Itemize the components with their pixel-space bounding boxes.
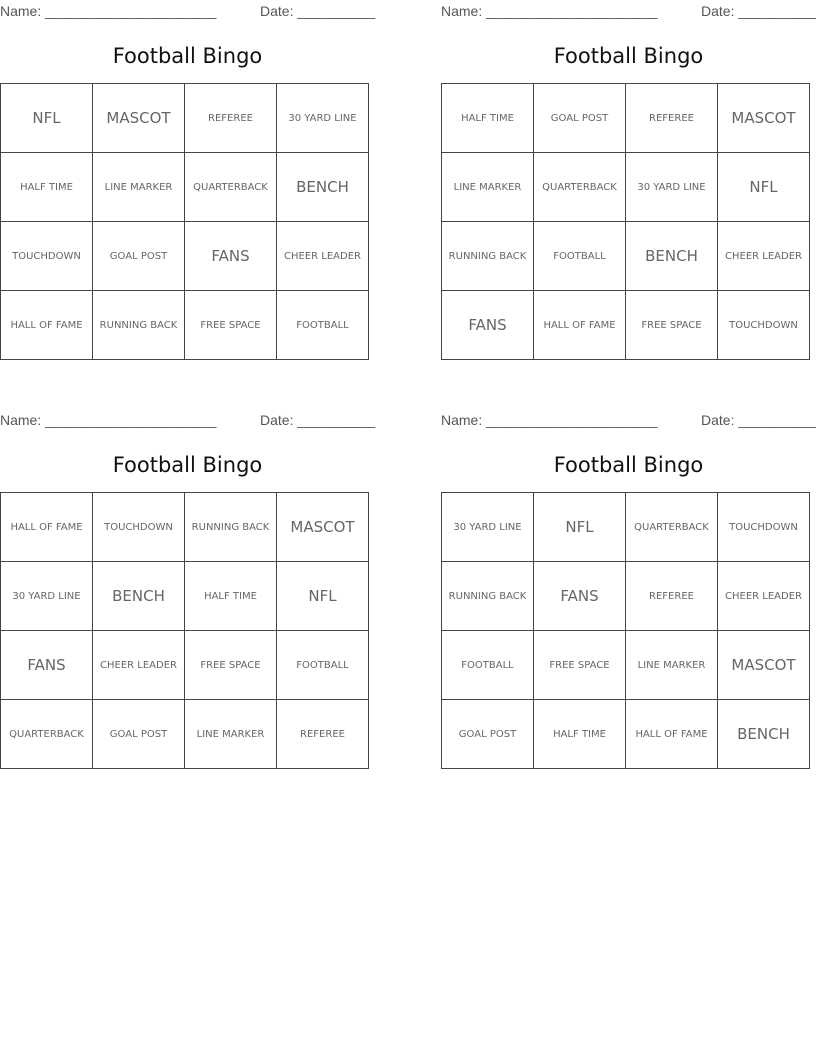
grid-row xyxy=(442,84,810,153)
bingo-cell: BENCH xyxy=(718,700,810,769)
grid-row xyxy=(442,562,810,631)
bingo-cell: FREE SPACE xyxy=(185,291,277,360)
date-field[interactable]: Date: __________ xyxy=(701,412,816,428)
bingo-cell: FOOTBALL xyxy=(277,291,369,360)
bingo-cell: TOUCHDOWN xyxy=(718,291,810,360)
grid-row xyxy=(442,700,810,769)
bingo-cell: FREE SPACE xyxy=(185,631,277,700)
grid-row xyxy=(442,222,810,291)
bingo-cell: LINE MARKER xyxy=(442,153,534,222)
card-title: Football Bingo xyxy=(553,44,704,68)
bingo-cell: CHEER LEADER xyxy=(718,562,810,631)
bingo-cell: RUNNING BACK xyxy=(93,291,185,360)
grid-row xyxy=(442,493,810,562)
bingo-cell: MASCOT xyxy=(718,84,810,153)
bingo-cell: BENCH xyxy=(626,222,718,291)
bingo-cell: TOUCHDOWN xyxy=(718,493,810,562)
bingo-cell: 30 YARD LINE xyxy=(626,153,718,222)
grid-row xyxy=(1,700,369,769)
bingo-cell: REFEREE xyxy=(277,700,369,769)
grid-row xyxy=(442,631,810,700)
bingo-cell: GOAL POST xyxy=(93,700,185,769)
bingo-cell: BENCH xyxy=(93,562,185,631)
bingo-cell: FANS xyxy=(185,222,277,291)
bingo-cell: FANS xyxy=(1,631,93,700)
bingo-cell: HALL OF FAME xyxy=(1,493,93,562)
name-field[interactable]: Name: ______________________ xyxy=(0,412,217,428)
bingo-grid xyxy=(441,492,810,769)
bingo-cell: QUARTERBACK xyxy=(1,700,93,769)
bingo-cell: TOUCHDOWN xyxy=(1,222,93,291)
bingo-cell: 30 YARD LINE xyxy=(277,84,369,153)
bingo-cell: REFEREE xyxy=(626,562,718,631)
bingo-cell: FOOTBALL xyxy=(442,631,534,700)
bingo-cell: HALF TIME xyxy=(185,562,277,631)
bingo-cell: CHEER LEADER xyxy=(277,222,369,291)
bingo-cell: REFEREE xyxy=(626,84,718,153)
bingo-cell: FANS xyxy=(534,562,626,631)
bingo-cell: CHEER LEADER xyxy=(718,222,810,291)
date-field[interactable]: Date: __________ xyxy=(701,3,816,19)
card-title: Football Bingo xyxy=(553,453,704,477)
bingo-cell: HALL OF FAME xyxy=(1,291,93,360)
bingo-cell: LINE MARKER xyxy=(185,700,277,769)
bingo-cell: TOUCHDOWN xyxy=(93,493,185,562)
grid-row xyxy=(1,291,369,360)
bingo-cell: FOOTBALL xyxy=(277,631,369,700)
grid-row xyxy=(1,631,369,700)
date-field[interactable]: Date: __________ xyxy=(260,412,376,428)
grid-row xyxy=(442,153,810,222)
bingo-cell: NFL xyxy=(1,84,93,153)
grid-row xyxy=(1,562,369,631)
bingo-grid xyxy=(441,83,810,360)
bingo-cell: MASCOT xyxy=(277,493,369,562)
bingo-cell: GOAL POST xyxy=(534,84,626,153)
bingo-cell: GOAL POST xyxy=(93,222,185,291)
grid-row xyxy=(1,222,369,291)
bingo-cell: NFL xyxy=(534,493,626,562)
bingo-cell: HALL OF FAME xyxy=(534,291,626,360)
grid-row xyxy=(1,153,369,222)
grid-row xyxy=(1,493,369,562)
card-title: Football Bingo xyxy=(112,44,263,68)
bingo-cell: HALL OF FAME xyxy=(626,700,718,769)
bingo-cell: RUNNING BACK xyxy=(185,493,277,562)
bingo-cell: LINE MARKER xyxy=(626,631,718,700)
bingo-cell: FREE SPACE xyxy=(626,291,718,360)
bingo-cell: 30 YARD LINE xyxy=(1,562,93,631)
bingo-card-1 xyxy=(0,0,375,365)
bingo-cell: QUARTERBACK xyxy=(626,493,718,562)
bingo-cell: HALF TIME xyxy=(442,84,534,153)
name-field[interactable]: Name: ______________________ xyxy=(0,3,217,19)
bingo-cell: BENCH xyxy=(277,153,369,222)
bingo-card-4 xyxy=(441,409,816,774)
grid-row xyxy=(1,84,369,153)
bingo-cell: REFEREE xyxy=(185,84,277,153)
bingo-cell: NFL xyxy=(277,562,369,631)
bingo-cell: FOOTBALL xyxy=(534,222,626,291)
date-field[interactable]: Date: __________ xyxy=(260,3,376,19)
bingo-cell: RUNNING BACK xyxy=(442,222,534,291)
name-field[interactable]: Name: ______________________ xyxy=(441,3,658,19)
bingo-cell: HALF TIME xyxy=(1,153,93,222)
bingo-cell: HALF TIME xyxy=(534,700,626,769)
card-title: Football Bingo xyxy=(112,453,263,477)
bingo-cell: QUARTERBACK xyxy=(185,153,277,222)
bingo-cell: GOAL POST xyxy=(442,700,534,769)
bingo-cell: LINE MARKER xyxy=(93,153,185,222)
bingo-card-3 xyxy=(0,409,375,774)
bingo-cell: QUARTERBACK xyxy=(534,153,626,222)
bingo-cell: 30 YARD LINE xyxy=(442,493,534,562)
grid-row xyxy=(442,291,810,360)
bingo-cell: RUNNING BACK xyxy=(442,562,534,631)
bingo-grid xyxy=(0,492,369,769)
bingo-cell: CHEER LEADER xyxy=(93,631,185,700)
bingo-cell: FREE SPACE xyxy=(534,631,626,700)
bingo-cell: MASCOT xyxy=(93,84,185,153)
bingo-grid xyxy=(0,83,369,360)
bingo-cell: MASCOT xyxy=(718,631,810,700)
bingo-cell: NFL xyxy=(718,153,810,222)
bingo-card-2 xyxy=(441,0,816,365)
name-field[interactable]: Name: ______________________ xyxy=(441,412,658,428)
bingo-cell: FANS xyxy=(442,291,534,360)
